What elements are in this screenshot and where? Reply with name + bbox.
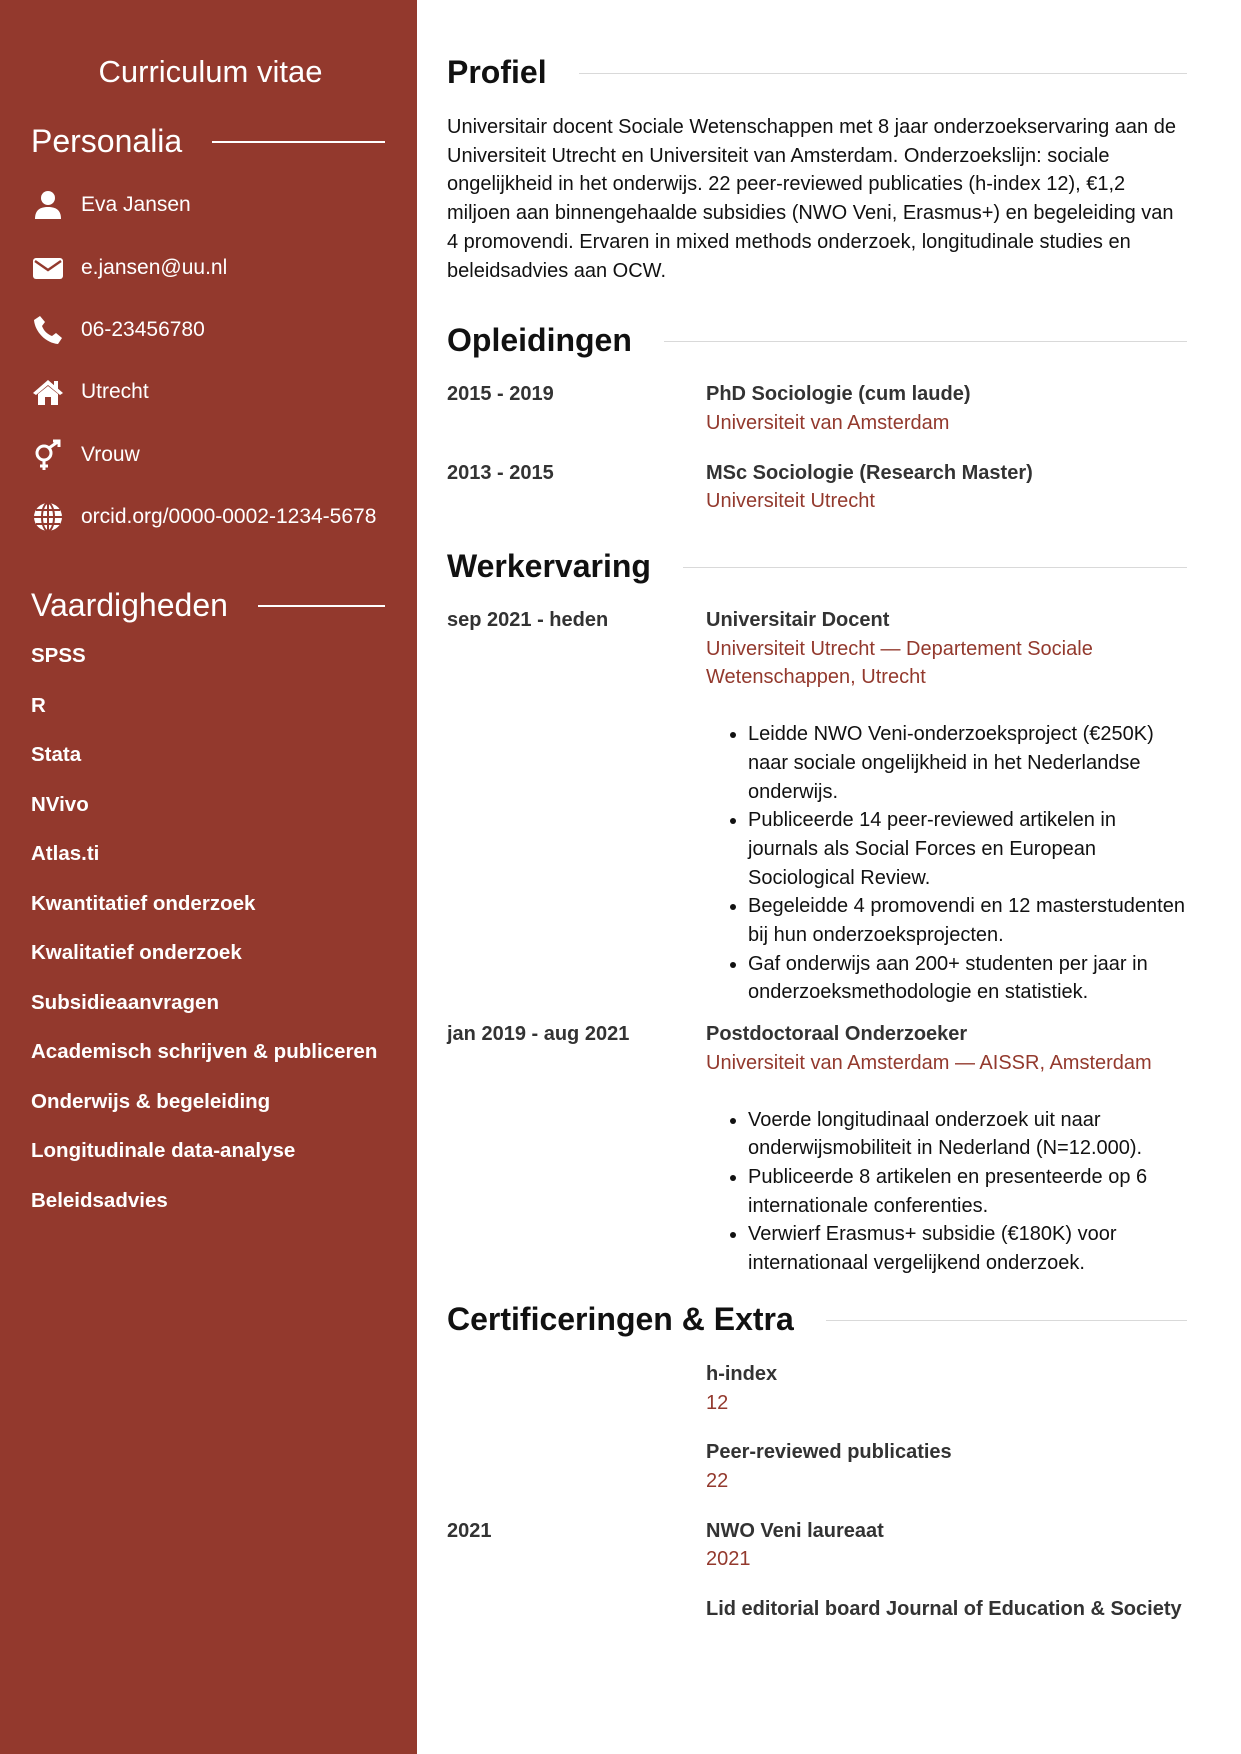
entry-title: Lid editorial board Journal of Education & Society	[706, 1598, 1182, 1621]
entry-org: Universiteit van Amsterdam — AISSR, Amsterdam	[706, 1051, 1152, 1074]
entry-date: sep 2021 - heden	[447, 609, 609, 632]
entry-date: 2015 - 2019	[447, 383, 554, 406]
skill-item: Longitudinale data-analyse	[31, 1139, 296, 1163]
work-entry	[447, 1020, 1187, 1278]
extra-entry	[447, 1360, 1187, 1417]
entry-date: jan 2019 - aug 2021	[447, 1023, 630, 1046]
entry-value: 22	[706, 1469, 729, 1492]
entry-date	[447, 1595, 706, 1624]
skill-item: Atlas.ti	[31, 842, 100, 866]
contact-website-text: orcid.org/0000-0002-1234-5678	[81, 505, 377, 529]
cv-title: Curriculum vitae	[98, 54, 323, 89]
skill-item: NVivo	[31, 792, 89, 816]
contact-name	[31, 174, 385, 236]
entry-title: PhD Sociologie (cum laude)	[706, 383, 971, 406]
entry-date	[447, 1438, 706, 1495]
bullet-item: • Publiceerde 14 peer-reviewed artikelen in journals als Social Forces en European Sociological Review.	[748, 806, 1187, 892]
bullet-item: • Voerde longitudinaal onderzoek uit naar onderwijsmobiliteit in Nederland (N=12.000).	[748, 1106, 1187, 1163]
entry-org: Universiteit van Amsterdam	[706, 411, 950, 434]
contact-city-text: Utrecht	[81, 380, 149, 404]
work-entry	[447, 606, 1187, 1007]
heading-rule	[826, 1320, 1187, 1321]
entry-date	[447, 1360, 706, 1417]
extra-heading-text: Certificeringen & Extra	[447, 1301, 794, 1338]
contact-list	[31, 174, 385, 548]
contact-city	[31, 361, 385, 423]
heading-rule	[579, 73, 1187, 74]
entry-date: 2021	[447, 1519, 492, 1542]
heading-rule	[212, 141, 385, 143]
entry-title: Peer-reviewed publicaties	[706, 1441, 952, 1464]
skill-item: R	[31, 693, 46, 717]
education-heading	[447, 318, 1187, 362]
globe-icon	[31, 500, 65, 534]
heading-rule	[683, 567, 1187, 568]
contact-email-text: e.jansen@uu.nl	[81, 255, 228, 279]
profile-heading	[447, 50, 1187, 94]
phone-icon	[31, 313, 65, 347]
entry-date: 2013 - 2015	[447, 461, 554, 484]
heading-rule	[664, 341, 1187, 342]
skill-item: Subsidieaanvragen	[31, 990, 219, 1014]
bullet-item: • Publiceerde 8 artikelen en presenteerde op 6 internationale conferenties.	[748, 1163, 1187, 1220]
entry-title: Universitair Docent	[706, 609, 890, 632]
contact-gender	[31, 424, 385, 486]
personalia-heading-text: Personalia	[31, 122, 183, 159]
bullet-item: • Verwierf Erasmus+ subsidie (€180K) voor internationaal vergelijkend onderzoek.	[748, 1220, 1187, 1277]
skill-item: Onderwijs & begeleiding	[31, 1089, 271, 1113]
sidebar	[0, 0, 417, 1754]
bullet-item: • Begeleidde 4 promovendi en 12 masterstudenten bij hun onderzoeksprojecten.	[748, 892, 1187, 949]
entry-org: Universiteit Utrecht	[706, 490, 875, 513]
extra-entry	[447, 1438, 1187, 1495]
work-heading	[447, 544, 1187, 588]
skill-item: Academisch schrijven & publiceren	[31, 1040, 378, 1064]
main-content	[447, 0, 1187, 1624]
skill-item: Beleidsadvies	[31, 1188, 168, 1212]
work-heading-text: Werkervaring	[447, 547, 651, 584]
entry-title: NWO Veni laureaat	[706, 1519, 884, 1542]
entry-title: h-index	[706, 1362, 778, 1385]
extra-entry	[447, 1517, 1187, 1574]
skill-item: SPSS	[31, 644, 86, 668]
contact-website[interactable]	[31, 486, 385, 548]
contact-gender-text: Vrouw	[81, 442, 140, 466]
bullet-item: • Leidde NWO Veni-onderzoeksproject (€250K) naar sociale ongelijkheid in het Nederlandse onderwijs.	[748, 720, 1187, 806]
skill-list	[31, 631, 385, 1225]
education-heading-text: Opleidingen	[447, 321, 632, 358]
skill-item: Stata	[31, 743, 82, 767]
skills-heading-text: Vaardigheden	[31, 586, 228, 623]
entry-value: 12	[706, 1391, 729, 1414]
skill-item: Kwantitatief onderzoek	[31, 891, 256, 915]
entry-org: Universiteit Utrecht — Departement Sociale Wetenschappen, Utrecht	[706, 637, 1093, 689]
skill-item: Kwalitatief onderzoek	[31, 941, 242, 965]
profile-heading-text: Profiel	[447, 53, 547, 90]
gender-icon	[31, 438, 65, 472]
education-entry	[447, 380, 1187, 437]
bullet-list	[706, 1106, 1187, 1278]
extra-entry	[447, 1595, 1187, 1624]
entry-value: 2021	[706, 1548, 751, 1571]
entry-title: MSc Sociologie (Research Master)	[706, 461, 1033, 484]
entry-title: Postdoctoraal Onderzoeker	[706, 1023, 968, 1046]
contact-email[interactable]	[31, 236, 385, 298]
education-entry	[447, 459, 1187, 516]
bullet-item: • Gaf onderwijs aan 200+ studenten per jaar in onderzoeksmethodologie en statistiek.	[748, 950, 1187, 1007]
contact-phone[interactable]	[31, 299, 385, 361]
personalia-heading	[31, 119, 385, 163]
heading-rule	[258, 605, 385, 607]
skills-heading	[31, 583, 385, 627]
contact-phone-text: 06-23456780	[81, 317, 205, 341]
envelope-icon	[31, 251, 65, 285]
profile-text: Universitair docent Sociale Wetenschappen met 8 jaar onderzoekservaring aan de Universiteit Utrecht en Universiteit van Amsterdam. Onderzoekslijn: sociale ongelijkheid in het onderwijs. 22 peer-reviewed publicaties (h-index 12), €1,2 miljoen aan binnengehaalde subsidies (NWO Veni, Erasmus+) en begeleiding van 4 promovendi. Ervaren in mixed methods onderzoek, longitudinale studies en beleidsadvies aan OCW.	[447, 116, 1176, 282]
bullet-list	[706, 720, 1187, 1007]
extra-heading	[447, 1298, 1187, 1342]
user-icon	[31, 188, 65, 222]
home-icon	[31, 375, 65, 409]
contact-name-text: Eva Jansen	[81, 193, 191, 217]
